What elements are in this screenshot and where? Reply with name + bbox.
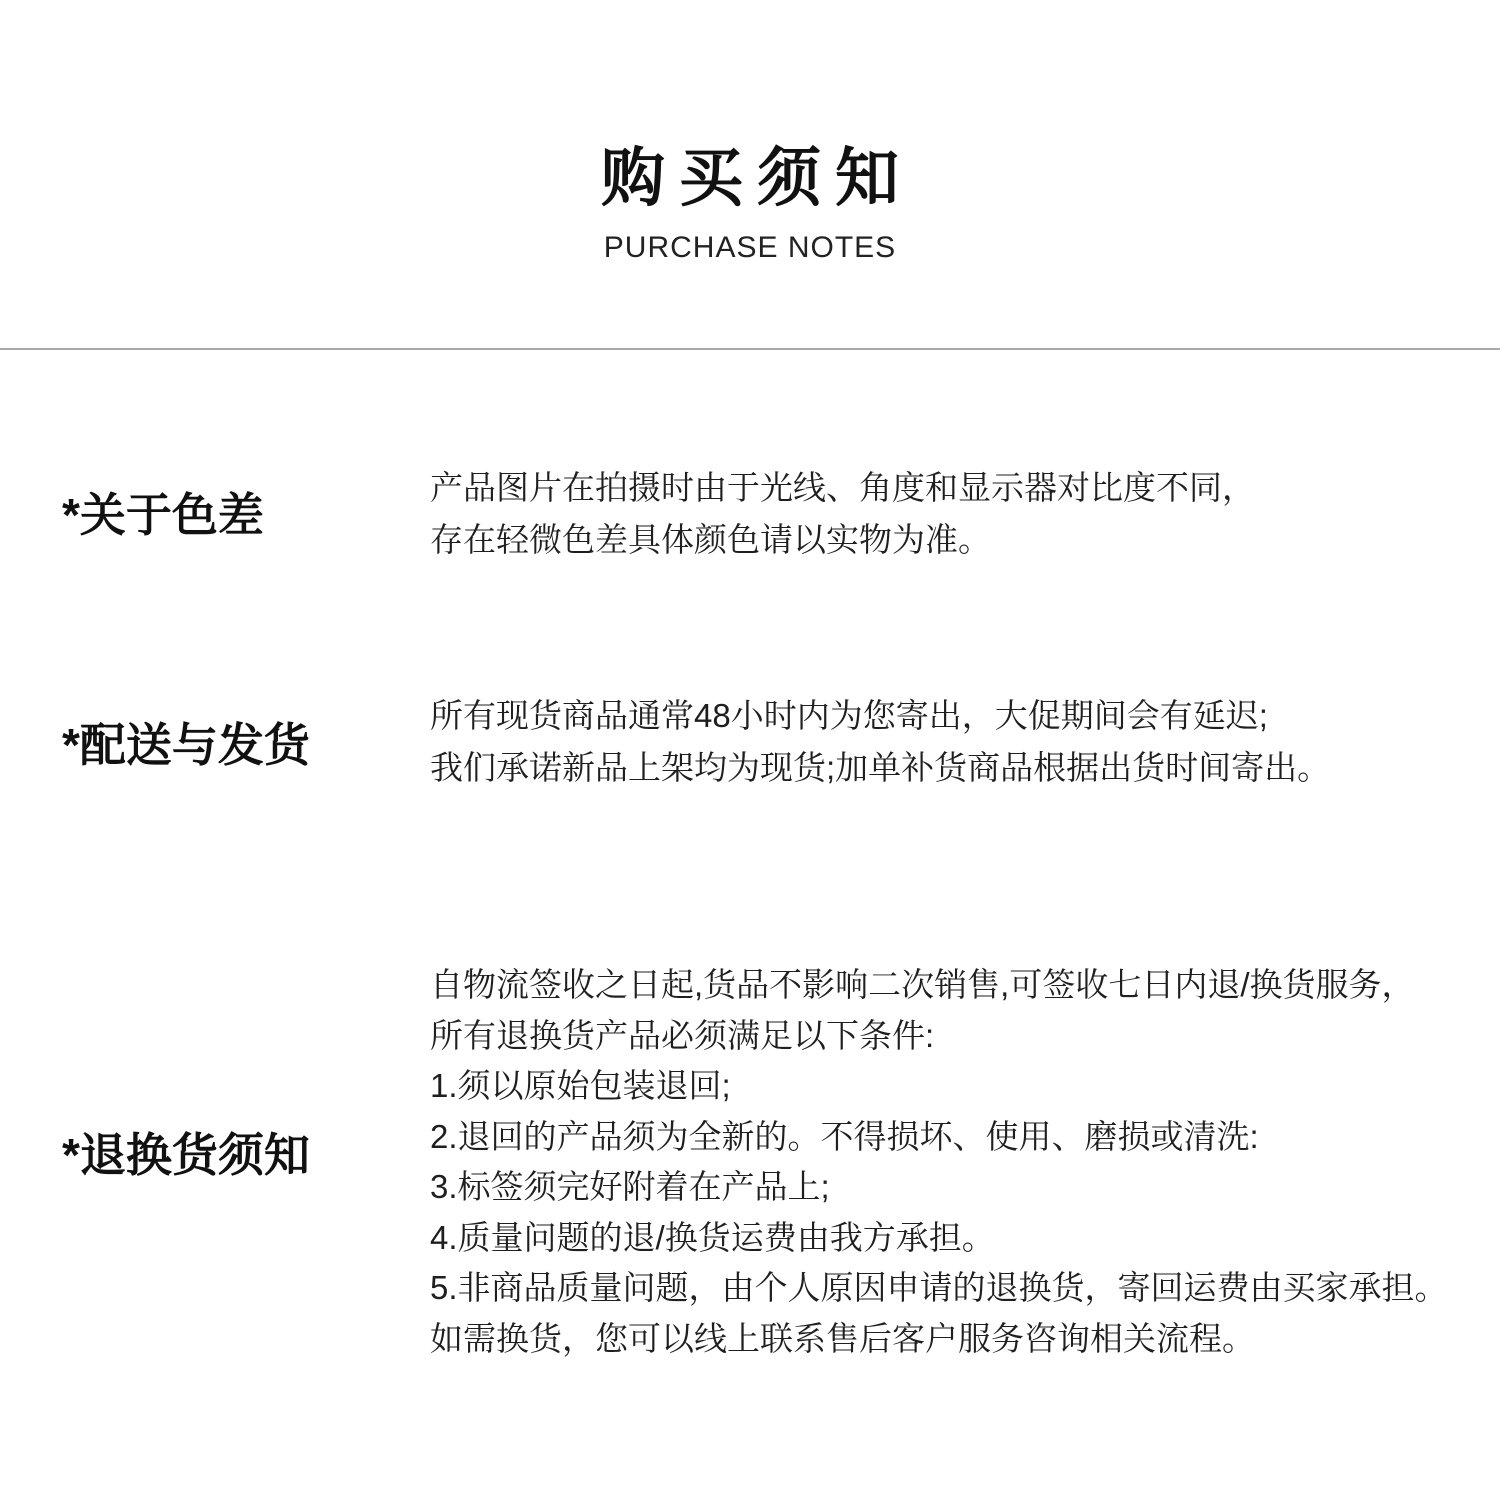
section-text-delivery: [430, 690, 1490, 794]
text-line: 存在轻微色差具体颜色请以实物为准。: [430, 521, 991, 558]
text-line: 如需换货，您可以线上联系售后客户服务咨询相关流程。: [430, 1319, 1255, 1357]
list-item: 5.非商品质量问题，由个人原因申请的退换货，寄回运费由买家承担。: [430, 1269, 1448, 1306]
list-item: 4.质量问题的退/换货运费由我方承担。: [430, 1218, 995, 1256]
section-text-returns: [430, 960, 1490, 1364]
section-text-color-difference: [430, 462, 1490, 566]
header-divider: [0, 348, 1500, 350]
text-line: 产品图片在拍摄时由于光线、角度和显示器对比度不同，: [430, 469, 1255, 506]
section-label-color-difference: *关于色差: [62, 489, 264, 541]
text-line: 所有现货商品通常48小时内为您寄出，大促期间会有延迟;: [430, 697, 1268, 734]
text-line: 我们承诺新品上架均为现货;加单补货商品根据出货时间寄出。: [430, 749, 1331, 786]
list-item: 3.标签须完好附着在产品上;: [430, 1168, 830, 1205]
section-label-delivery: *配送与发货: [62, 719, 310, 771]
list-item: 2.退回的产品须为全新的。不得损坏、使用、磨损或清洗:: [430, 1117, 1259, 1155]
list-item: 1.须以原始包装退回;: [430, 1067, 731, 1104]
page-subtitle: PURCHASE NOTES: [603, 231, 897, 264]
text-line: 所有退换货产品必须满足以下条件:: [430, 1016, 935, 1054]
page-title: 购买须知: [601, 142, 913, 214]
section-label-returns: *退换货须知: [62, 1129, 310, 1181]
text-line: 自物流签收之日起,货品不影响二次销售,可签收七日内退/换货服务，: [430, 966, 1415, 1003]
